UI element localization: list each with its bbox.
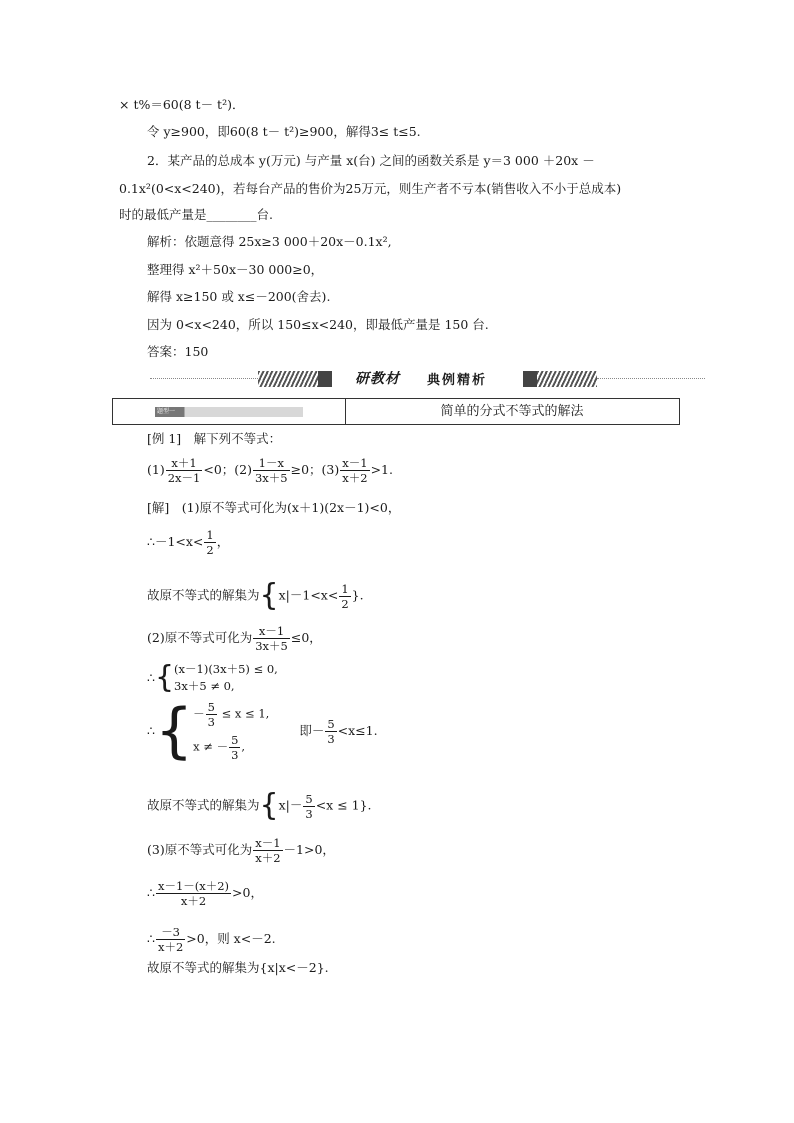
solution-2-result [147, 788, 372, 823]
step-text: ≤0， [290, 630, 322, 645]
step-text: ∴－1<x< [147, 534, 204, 549]
problem-1-relation: <0；(2) [203, 462, 252, 477]
result-label: 故原不等式的解集为 [147, 587, 260, 603]
fraction-denominator: 3x＋5 [255, 639, 288, 653]
conclusion-post: <x≤1. [337, 722, 378, 738]
fraction-numerator: 1－x [253, 456, 290, 471]
fraction-numerator: 5 [305, 791, 313, 806]
solution-3-step-1 [147, 836, 335, 865]
step-fraction [253, 836, 282, 865]
solution-1-result [147, 578, 364, 613]
five-thirds-fraction [325, 717, 336, 746]
fraction-denominator: x＋2 [157, 940, 184, 954]
topic-tag: 题型一 [155, 407, 303, 417]
step-text: －1>0， [283, 842, 335, 857]
fraction-numerator: 1 [206, 528, 214, 542]
topic-title: 简单的分式不等式的解法 [440, 404, 584, 419]
fraction-numerator: x－1 [255, 836, 281, 850]
fraction-denominator: x＋2 [342, 471, 368, 485]
fraction-denominator: 2x－1 [167, 471, 201, 485]
example-problems [147, 456, 393, 485]
section-banner [150, 368, 710, 390]
solution-3-step-3 [147, 925, 276, 954]
solution-2-system-1 [147, 661, 278, 695]
step-text: ， [216, 534, 230, 549]
system-top: (x－1)(3x＋5) ≤ 0, [174, 662, 278, 676]
set-expression: x|－ [278, 797, 303, 813]
half-fraction [339, 582, 350, 611]
step-fraction [253, 624, 290, 653]
line-2: 令 y≥900，即60(8 t－ t²)≥900，解得3≤ t≤5. [147, 124, 421, 139]
fraction-denominator: 3 [327, 731, 335, 746]
fraction-numerator: 5 [207, 700, 215, 714]
solution-1-step-1: [解] (1)原不等式可化为(x＋1)(2x－1)<0， [147, 500, 401, 515]
left-brace-icon: { [259, 788, 279, 823]
step-text: (2)原不等式可化为 [147, 630, 253, 645]
step-fraction [156, 879, 231, 908]
five-thirds-fraction [206, 700, 217, 729]
step-text: >0， [232, 885, 263, 900]
fraction-denominator: 3x＋5 [254, 471, 288, 485]
line-3: 2．某产品的总成本 y(万元) 与产量 x(台) 之间的函数关系是 y＝3 000 ＋20x － [147, 153, 595, 168]
problem-1-fraction [166, 456, 203, 485]
fraction-numerator: x－1 [342, 456, 368, 470]
line-6: 解析：依题意得 25x≥3 000＋20x－0.1x², [147, 234, 392, 249]
fraction-numerator: x－1 [253, 624, 290, 639]
system-top-rest: ≤ x ≤ 1, [217, 706, 270, 721]
fraction-numerator: x＋1 [166, 456, 203, 471]
fraction-denominator: x＋2 [255, 851, 281, 865]
line-8: 解得 x≥150 或 x≤－200(舍去). [147, 289, 331, 304]
conclusion-pre: 即－ [299, 722, 325, 738]
fraction-numerator: －3 [156, 925, 185, 940]
problem-2-relation: ≥0；(3) [290, 462, 340, 477]
banner-subtitle: 典例精析 [427, 373, 488, 388]
system-lines [193, 700, 269, 762]
system-bottom [193, 733, 269, 762]
system-lines [174, 661, 278, 695]
step-fraction [156, 925, 185, 954]
line-9: 因为 0<x<240，所以 150≤x<240，即最低产量是 150 台. [147, 317, 489, 332]
banner-dots-right [597, 378, 705, 379]
topic-tag-cell [113, 399, 346, 424]
system-bottom-pre: x ≠ － [193, 739, 229, 754]
solution-2-step-1 [147, 624, 322, 653]
fraction-numerator: 5 [327, 716, 335, 731]
half-fraction [204, 528, 215, 557]
solution-1-step-2 [147, 528, 229, 557]
banner-title: 研教材 [355, 371, 400, 387]
banner-arrow-left-icon [318, 371, 332, 387]
therefore-symbol: ∴ [147, 931, 155, 946]
five-thirds-fraction [303, 792, 314, 821]
left-brace-icon: { [259, 578, 279, 613]
line-4: 0.1x²(0<x<240)，若每台产品的售价为25万元，则生产者不亏本(销售收入不小于总成本) [119, 181, 622, 196]
set-end: }. [351, 587, 364, 603]
system-bottom: 3x＋5 ≠ 0, [174, 679, 235, 693]
therefore-symbol: ∴ [147, 723, 155, 738]
fraction-numerator: x－1－(x＋2) [157, 879, 230, 893]
minus-sign: － [193, 706, 205, 721]
fraction-numerator: 1 [341, 581, 349, 596]
result-label: 故原不等式的解集为 [147, 797, 260, 813]
set-expression: x|－1<x< [278, 587, 339, 603]
fraction-denominator: 3 [207, 715, 215, 729]
solution-3-step-2 [147, 879, 263, 908]
example-header: [例 1] 解下列不等式： [147, 431, 282, 446]
banner-dots-left [150, 378, 258, 379]
fraction-numerator: 5 [231, 733, 239, 747]
banner-stripe-right [537, 371, 597, 387]
solution-3-result: 故原不等式的解集为{x|x<－2}. [147, 960, 329, 975]
step-text: >0，则 x<－2. [186, 931, 276, 946]
topic-table [112, 398, 680, 425]
fraction-denominator: 2 [341, 596, 349, 611]
line-1: × t%＝60(8 t－ t²)． [119, 97, 245, 112]
line-5: 时的最低产量是________台. [119, 207, 273, 222]
set-end: <x ≤ 1}. [315, 797, 372, 813]
step-text: (3)原不等式可化为 [147, 842, 253, 857]
fraction-denominator: 3 [231, 748, 239, 762]
fraction-denominator: 2 [206, 543, 214, 557]
system-bottom-rest: , [241, 739, 246, 754]
left-brace-icon: { [154, 660, 175, 695]
five-thirds-fraction [229, 733, 240, 762]
problem-2-fraction [253, 456, 290, 485]
left-brace-icon: { [154, 696, 194, 766]
fraction-denominator: x＋2 [180, 894, 207, 908]
solution-2-system-2 [147, 696, 378, 766]
therefore-symbol: ∴ [147, 885, 155, 900]
system-top [193, 700, 269, 729]
banner-stripe-left [258, 371, 318, 387]
line-10: 答案：150 [147, 344, 209, 359]
banner-arrow-right-icon [523, 371, 537, 387]
problem-3-relation: >1. [370, 462, 393, 477]
therefore-symbol: ∴ [147, 670, 155, 685]
line-7: 整理得 x²＋50x－30 000≥0， [147, 262, 324, 277]
problem-1-label: (1) [147, 462, 165, 477]
problem-3-fraction [340, 456, 369, 485]
system-conclusion [299, 717, 377, 746]
fraction-denominator: 3 [305, 806, 313, 821]
